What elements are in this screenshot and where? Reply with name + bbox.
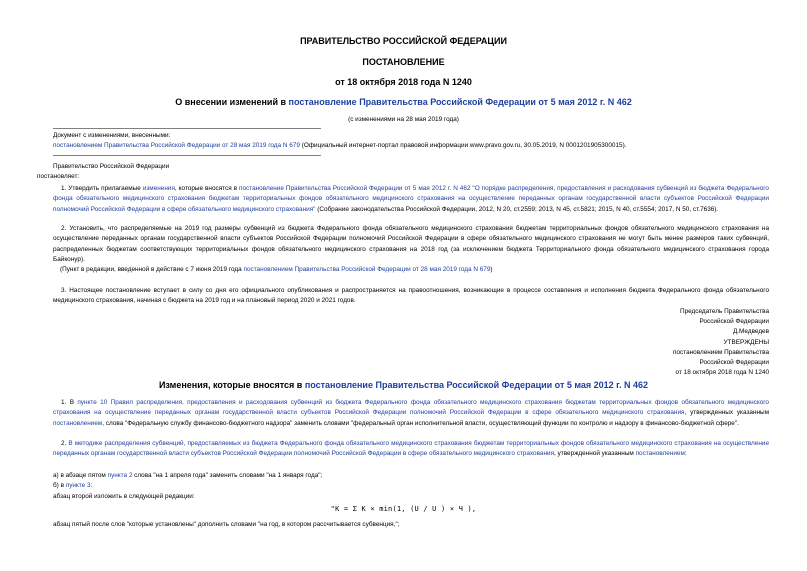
intro-decrees: постановляет: (37, 173, 80, 180)
c1-text-2: , утвержденных указанным (684, 409, 769, 417)
approved-by: постановлением Правительства (673, 349, 769, 356)
p2-note-link[interactable]: постановлением Правительства Российской Федерации от 28 мая 2019 года N 679 (243, 266, 491, 273)
paragraph-1 (53, 184, 769, 215)
p2-note-prefix: (Пункт в редакции, введенной в действие с 7 июня 2019 года (60, 266, 244, 273)
intro-government: Правительство Российской Федерации (53, 163, 170, 170)
c2a-link-item-2[interactable]: пункта 2 (107, 472, 133, 479)
changes-source-text: (Официальный интернет-портал правовой информации www.pravo.gov.ru, 30.05.2019, N 0001201905300015). (299, 142, 627, 149)
p2-note-suffix: ) (490, 266, 493, 273)
change-2b-line-1: абзац второй изложить в следующей редакции: (53, 493, 195, 500)
c1-text-3: , слова "Федеральную службу финансово-бюджетного надзора" заменить словами "федеральный орган исполнительной власти, осуществляющий функции по контролю и надзору в финансово-бюджетной сфере". (102, 419, 739, 427)
c2-text-3: : (684, 450, 687, 458)
c1-text-1: 1. В (61, 399, 78, 406)
c2-link-decree[interactable]: постановлением (635, 450, 685, 458)
doc-type-heading: ПОСТАНОВЛЕНИЕ (362, 57, 445, 67)
section-2-title-link[interactable]: постановление Правительства Российской Федерации от 5 мая 2012 г. N 462 (304, 380, 649, 390)
signature-position: Председатель Правительства (680, 308, 769, 315)
doc-title (0, 97, 807, 107)
p1-text-1: 1. Утвердить прилагаемые (61, 185, 143, 192)
paragraph-2: 2. Установить, что распределяемые на 2019 год размеры субвенций из бюджета Федерального фонда обязательного медицинского страхования бюджетам территориальных фондов обязательного медицинского страхования на осуществление переданных органам государственной власти субъектов Российской Федерации полномочий Российской Федерации в сфере обязательного медицинского страхования не могут быть менее размеров таких субвенций, распределенных бюджетам соответствующих территориальных фондов обязательного медицинского страхования на 2018 год (за исключением бюджета Территориального фонда обязательного медицинского страхования города Байконур). (53, 225, 769, 263)
formula: "K = Σ K × min(1, (U / U ) × Ч ), (330, 505, 477, 513)
gov-heading: ПРАВИТЕЛЬСТВО РОССИЙСКОЙ ФЕДЕРАЦИИ (300, 36, 507, 46)
approved-label: УТВЕРЖДЕНЫ (723, 339, 769, 346)
c2a-text-1: а) в абзаце пятом (53, 472, 108, 479)
change-1 (53, 398, 769, 429)
c1-link-rules[interactable]: пункте 10 Правил распределения, предоставления и расходования субвенций из бюджета Федерального фонда обязательного медицинского страхования бюджетам территориальных фондов обязательного медицинского страхования на осуществление переданных органам государственной власти субъектов Российской Федерации полномочий Российской Федерации в сфере обязательного медицинского страхования (53, 399, 769, 417)
c2a-text-2: слова "на 1 апреля года" заменить словами "на 1 января года"; (132, 472, 323, 479)
doc-title-link[interactable]: постановление Правительства Российской Федерации от 5 мая 2012 г. N 462 (288, 97, 632, 107)
divider-top (53, 128, 321, 129)
section-2-title-prefix: Изменения, которые вносятся в (158, 380, 305, 390)
c2-text-2: , утвержденной указанным (554, 450, 636, 458)
approved-country: Российской Федерации (699, 359, 769, 366)
c1-link-decree[interactable]: постановлением (53, 419, 103, 427)
p1-text-2: , которые вносятся в (174, 185, 240, 192)
c2b-text-2: : (90, 482, 93, 489)
section-2-title (0, 380, 807, 390)
edition-note: (с изменениями на 28 мая 2019 года) (348, 116, 459, 123)
paragraph-3: 3. Настоящее постановление вступает в силу со дня его официального опубликования и распространяется на правоотношения, возникающие в процессе составления и исполнения бюджета Федерального фонда обязательного медицинского страхования, начиная с бюджета на 2019 год и на плановый период 2020 и 2021 годов. (53, 287, 769, 305)
change-2a (53, 471, 322, 481)
change-2 (53, 439, 769, 460)
changes-label: Документ с изменениями, внесенными: (53, 132, 171, 139)
c2b-text-1: б) в (53, 482, 66, 489)
approved-date: от 18 октября 2018 года N 1240 (675, 369, 769, 376)
c2b-link-item-3[interactable]: пункте 3 (65, 482, 91, 489)
c2-text-1: 2. (61, 440, 69, 447)
paragraph-2-note (60, 265, 493, 275)
p1-text-3: (Собрание законодательства Российской Федерации, 2012, N 20, ст.2559; 2013, N 45, ст.5821; 2015, N 40, ст.5554; 2017, N 50, ст.7636). (315, 205, 719, 213)
signature-country: Российской Федерации (699, 318, 769, 325)
changes-link[interactable]: постановлением Правительства Российской Федерации от 28 мая 2019 года N 679 (53, 142, 300, 149)
divider-bottom (53, 155, 321, 156)
doc-title-prefix: О внесении изменений в (175, 97, 289, 107)
signature-name: Д.Медведев (732, 328, 769, 335)
p1-link-changes[interactable]: изменения (142, 185, 175, 192)
doc-date: от 18 октября 2018 года N 1240 (335, 77, 472, 87)
changes-source (53, 141, 769, 151)
p1-link-decree-462[interactable]: постановление Правительства Российской Федерации от 5 мая 2012 г. N 462 "О порядке распределения, предоставления и расходования субвенций из бюджета Федерального фонда обязательного медицинского страхования бюджетам территориальных фондов обязательного медицинского страхования на осуществление переданных органам государственной власти субъектов Российской Федерации полномочий Российской Федерации в сфере обязательного медицинского страхования" (53, 185, 769, 213)
change-2b (53, 481, 92, 491)
change-2b-line-2: абзац пятый после слов "которые установлены" дополнить словами "на год, в котором рассчитывается субвенция,"; (53, 521, 400, 528)
c2-link-methodology[interactable]: В методике распределения субвенций, предоставляемых из бюджета Федерального фонда обязательного медицинского страхования бюджетам территориальных фондов обязательного медицинского страхования на осуществление переданных органам государственной власти субъектов Российской Федерации полномочий Российской Федерации в сфере обязательного медицинского страхования (53, 440, 769, 458)
